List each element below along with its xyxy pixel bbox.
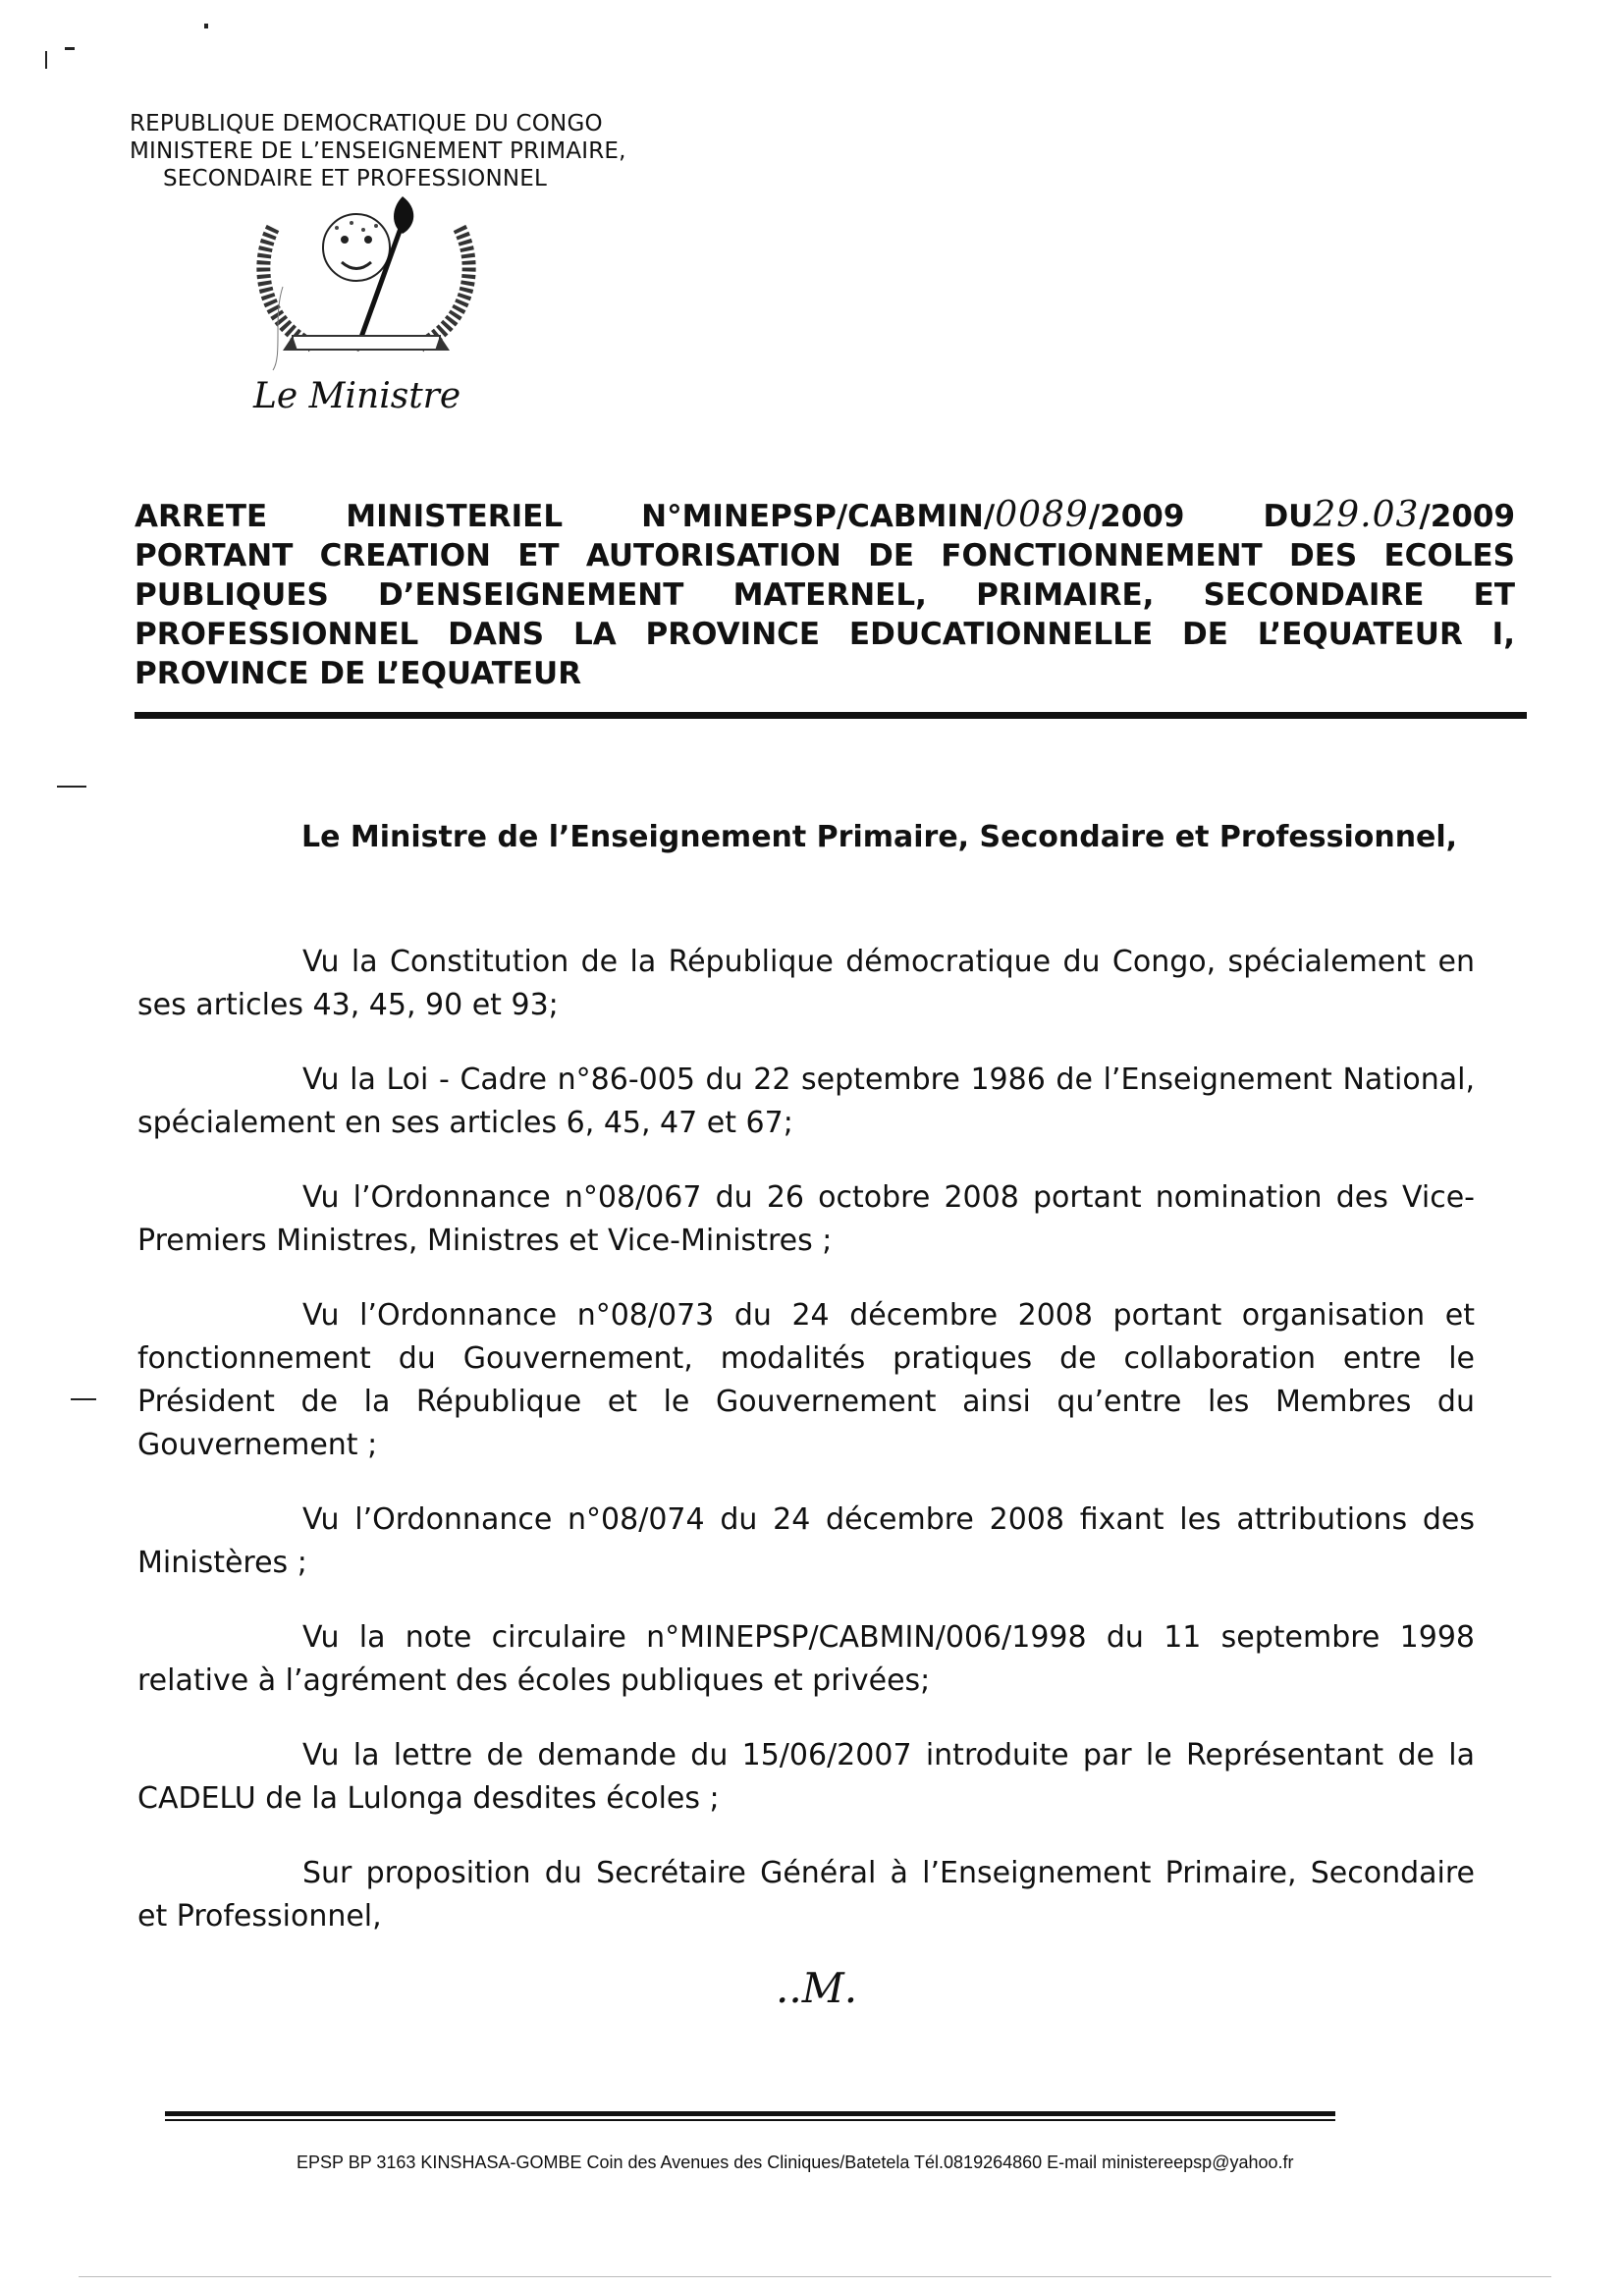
title-word-arrete: ARRETE — [135, 499, 268, 534]
scan-speck — [71, 1398, 96, 1400]
letterhead — [130, 110, 679, 192]
scan-edge — [79, 2276, 1551, 2277]
decree-date — [1263, 495, 1516, 535]
decree-date-day: 29 — [1313, 495, 1361, 535]
title-row-3: PUBLIQUES D’ENSEIGNEMENT MATERNEL, PRIMAIRE, SECONDAIRE ET — [135, 577, 1515, 613]
decree-date-year: /2009 — [1419, 499, 1516, 534]
paragraph-note-circulaire: Vu la note circulaire n°MINEPSP/CABMIN/006/1998 du 11 septembre 1998 relative à l’agrément des écoles publiques et privées; — [137, 1620, 1475, 1698]
decree-date-month: 03 — [1372, 495, 1420, 535]
paragraph-ordonnance-074: Vu l’Ordonnance n°08/074 du 24 décembre 2008 fixant les attributions des Ministères ; — [137, 1502, 1475, 1580]
decree-number-handwritten: 0089 — [995, 495, 1089, 535]
minister-heading: Le Ministre de l’Enseignement Primaire, Secondaire et Professionnel, — [301, 820, 1458, 854]
decree-title — [135, 496, 1515, 693]
title-row-1 — [135, 496, 1515, 536]
paragraph-constitution: Vu la Constitution de la République démocratique du Congo, spécialement en ses articles 43, 45, 90 et 93; — [137, 945, 1475, 1022]
scan-speck — [204, 24, 208, 28]
coat-of-arms-icon — [244, 189, 489, 375]
footer-divider-thick — [165, 2111, 1335, 2116]
title-word-ministeriel: MINISTERIEL — [346, 499, 564, 534]
letterhead-line-country: REPUBLIQUE DEMOCRATIQUE DU CONGO — [130, 111, 603, 136]
footer-contact: EPSP BP 3163 KINSHASA-GOMBE Coin des Avenues des Cliniques/Batetela Tél.0819264860 E-mail ministereepsp@yahoo.fr — [297, 2153, 1294, 2172]
title-row-4: PROFESSIONNEL DANS LA PROVINCE EDUCATIONNELLE DE L’EQUATEUR I, — [135, 617, 1515, 652]
decree-date-sep: . — [1360, 495, 1373, 535]
scan-speck — [65, 47, 75, 50]
handwritten-initials: ..M. — [776, 1964, 858, 2012]
title-row-2: PORTANT CREATION ET AUTORISATION DE FONCTIONNEMENT DES ECOLES — [135, 538, 1515, 573]
decree-number — [641, 495, 1185, 535]
decree-body — [137, 941, 1475, 1970]
decree-number-prefix: N°MINEPSP/CABMIN/ — [641, 499, 996, 534]
paragraph-lettre-demande: Vu la lettre de demande du 15/06/2007 introduite par le Représentant de la CADELU de la Lulonga desdites écoles ; — [137, 1738, 1475, 1816]
footer-divider-thin — [165, 2119, 1335, 2121]
title-row-5: PROVINCE DE L’EQUATEUR — [135, 656, 582, 691]
paragraph-ordonnance-073: Vu l’Ordonnance n°08/073 du 24 décembre 2008 portant organisation et fonctionnement du Gouvernement, modalités pratiques de collaboration entre le Président de la République et le Gouvernement ainsi qu’entre les Membres du Gouvernement ; — [137, 1298, 1475, 1462]
scan-speck — [57, 786, 86, 788]
letterhead-line-ministry: MINISTERE DE L’ENSEIGNEMENT PRIMAIRE, — [130, 138, 626, 164]
decree-date-prefix: DU — [1263, 499, 1314, 534]
paragraph-ordonnance-067: Vu l’Ordonnance n°08/067 du 26 octobre 2008 portant nomination des Vice-Premiers Ministres, Ministres et Vice-Ministres ; — [137, 1180, 1475, 1258]
decree-number-year: /2009 — [1088, 499, 1185, 534]
paragraph-loi-cadre: Vu la Loi - Cadre n°86-005 du 22 septembre 1986 de l’Enseignement National, spécialement en ses articles 6, 45, 47 et 67; — [137, 1063, 1475, 1140]
title-divider — [135, 712, 1527, 719]
minister-signature-label: Le Ministre — [253, 376, 461, 416]
scan-speck — [45, 51, 47, 69]
letterhead-line-ministry-cont: SECONDAIRE ET PROFESSIONNEL — [163, 166, 547, 191]
paragraph-proposition: Sur proposition du Secrétaire Général à l’Enseignement Primaire, Secondaire et Professionnel, — [137, 1856, 1475, 1934]
